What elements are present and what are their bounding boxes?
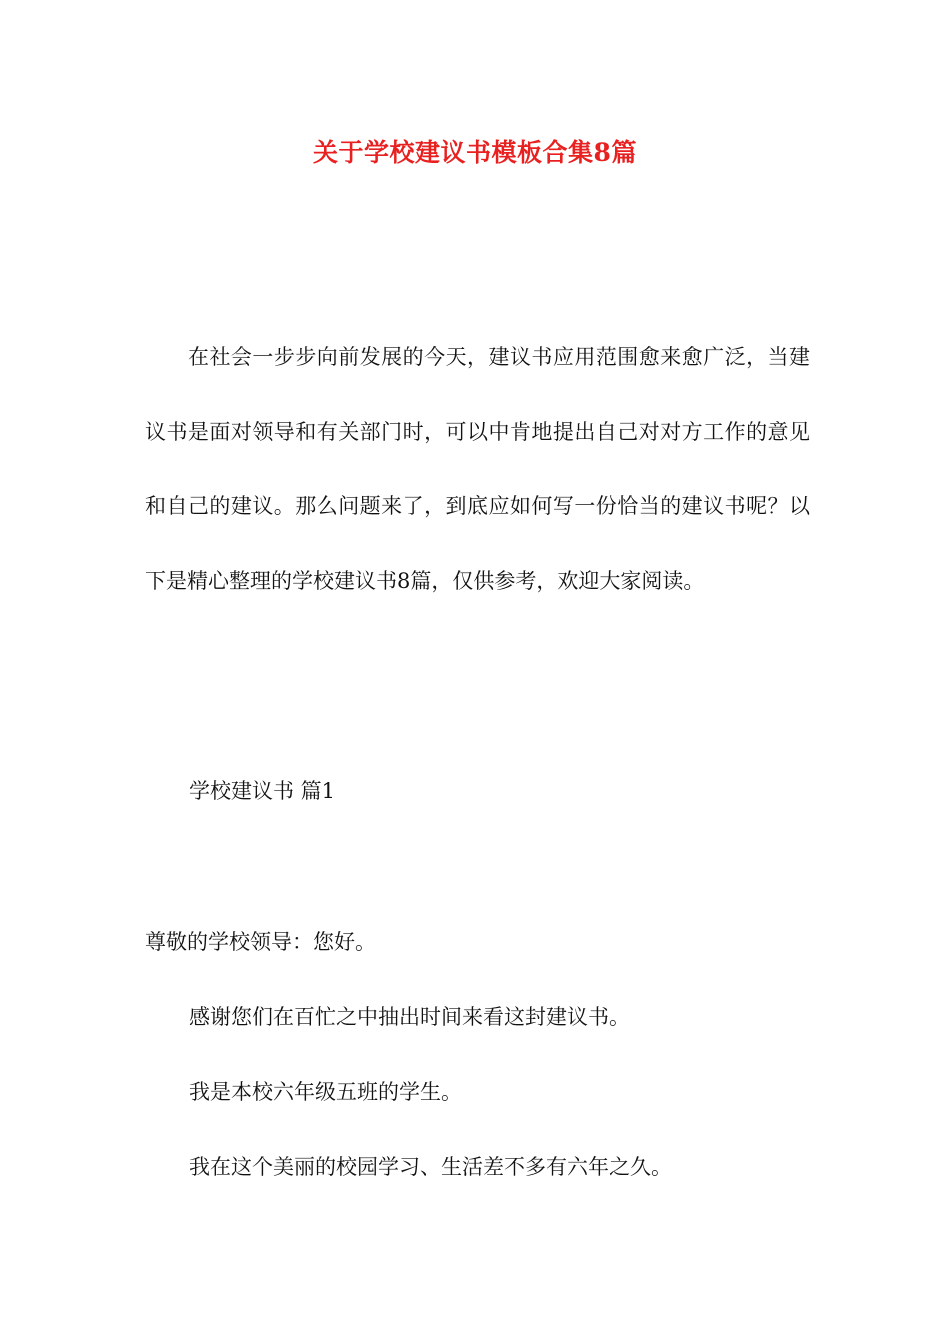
body-paragraph: 感谢您们在百忙之中抽出时间来看这封建议书。 [189,1005,630,1029]
section-heading: 学校建议书 篇1 [189,779,336,803]
body-paragraph: 我在这个美丽的校园学习、生活差不多有六年之久。 [189,1155,672,1179]
intro-paragraph: 在社会一步步向前发展的今天，建议书应用范围愈来愈广泛，当建议书是面对领导和有关部门时，可以中肯地提出自己对对方工作的意见和自己的建议。那么问题来了，到底应如何写一份恰当的建议书呢？以下是精心整理的学校建议书8篇，仅供参考，欢迎大家阅读。 [145,345,810,593]
document-title: 关于学校建议书模板合集8篇 [313,138,637,167]
salutation: 尊敬的学校领导：您好。 [145,930,376,954]
body-paragraph: 我是本校六年级五班的学生。 [189,1080,462,1104]
